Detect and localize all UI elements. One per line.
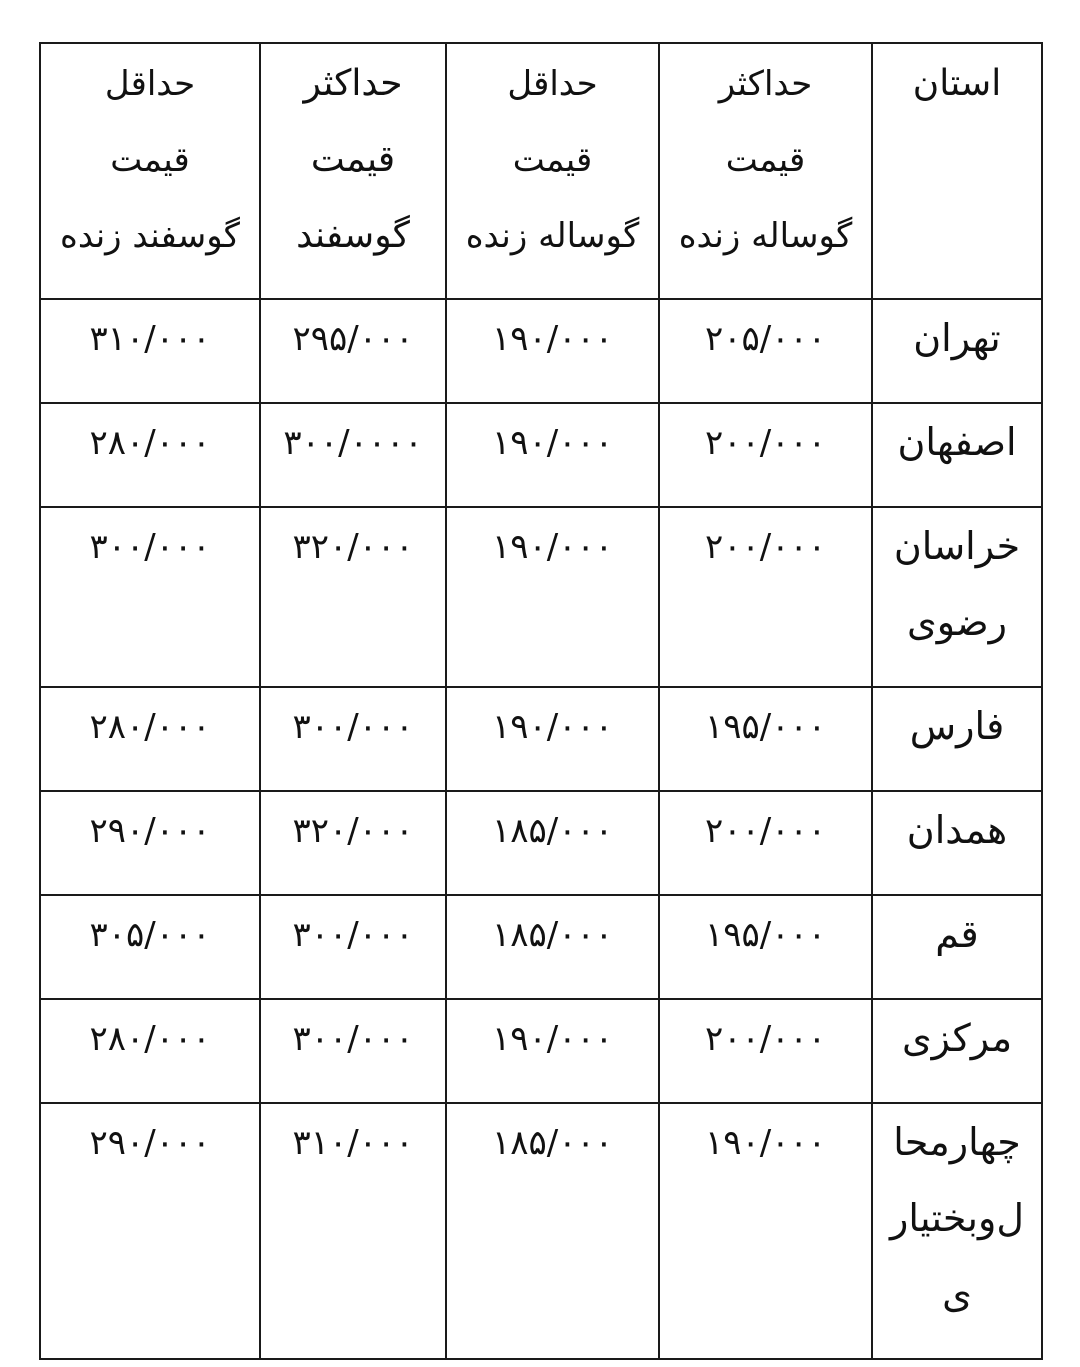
sheep-min-cell: ۳۰۰/۰۰۰ (40, 507, 260, 687)
calf-max-cell: ۲۰۰/۰۰۰ (659, 999, 872, 1103)
province-cell: تهران (872, 299, 1042, 403)
calf-min-cell: ۱۸۵/۰۰۰ (446, 895, 659, 999)
sheep-min-cell: ۲۸۰/۰۰۰ (40, 999, 260, 1103)
header-sheep-min-line1: حداقل (104, 64, 196, 104)
header-calf-min-line3: گوساله زنده (465, 216, 640, 256)
header-sheep-max (260, 43, 446, 299)
calf-min-cell: ۱۸۵/۰۰۰ (446, 1103, 659, 1359)
header-province (872, 43, 1042, 299)
header-calf-max-line1: حداکثر (718, 64, 813, 104)
header-row (40, 43, 1042, 299)
header-calf-min-line1: حداقل (507, 64, 598, 104)
table-row (40, 507, 1042, 687)
calf-max-cell: ۲۰۵/۰۰۰ (659, 299, 872, 403)
header-province-label: استان (912, 63, 1002, 104)
calf-min-cell: ۱۹۰/۰۰۰ (446, 507, 659, 687)
calf-max-cell: ۲۰۰/۰۰۰ (659, 791, 872, 895)
header-calf-min (446, 43, 659, 299)
province-cell: اصفهان (872, 403, 1042, 507)
header-calf-min-line2: قیمت (512, 140, 593, 180)
table-row (40, 1103, 1042, 1359)
table-row (40, 299, 1042, 403)
livestock-price-table (39, 42, 1043, 1360)
header-sheep-min (40, 43, 260, 299)
header-sheep-max-line3: گوسفند (296, 215, 410, 256)
sheep-min-cell: ۲۸۰/۰۰۰ (40, 403, 260, 507)
sheep-max-cell: ۳۰۰/۰۰۰ (260, 895, 446, 999)
calf-max-cell: ۲۰۰/۰۰۰ (659, 403, 872, 507)
table-row (40, 403, 1042, 507)
sheep-min-cell: ۲۸۰/۰۰۰ (40, 687, 260, 791)
table-row (40, 999, 1042, 1103)
calf-min-cell: ۱۸۵/۰۰۰ (446, 791, 659, 895)
sheep-max-cell: ۳۰۰/۰۰۰۰ (260, 403, 446, 507)
table-row (40, 895, 1042, 999)
header-sheep-max-line2: قیمت (310, 139, 396, 180)
calf-min-cell: ۱۹۰/۰۰۰ (446, 999, 659, 1103)
sheep-min-cell: ۳۱۰/۰۰۰ (40, 299, 260, 403)
province-cell: مرکزی (872, 999, 1042, 1103)
calf-min-cell: ۱۹۰/۰۰۰ (446, 299, 659, 403)
calf-max-cell: ۲۰۰/۰۰۰ (659, 507, 872, 687)
table-row (40, 687, 1042, 791)
province-cell: همدان (872, 791, 1042, 895)
header-sheep-max-line1: حداکثر (303, 63, 403, 104)
header-calf-max-line3: گوساله زنده (678, 216, 853, 256)
sheep-min-cell: ۳۰۵/۰۰۰ (40, 895, 260, 999)
calf-min-cell: ۱۹۰/۰۰۰ (446, 403, 659, 507)
province-cell: خراسان رضوی (872, 507, 1042, 687)
calf-max-cell: ۱۹۵/۰۰۰ (659, 895, 872, 999)
province-cell: قم (872, 895, 1042, 999)
province-cell: چهارمحال‌وبختیاری (872, 1103, 1042, 1359)
province-cell: فارس (872, 687, 1042, 791)
sheep-max-cell: ۲۹۵/۰۰۰ (260, 299, 446, 403)
sheep-max-cell: ۳۱۰/۰۰۰ (260, 1103, 446, 1359)
header-calf-max (659, 43, 872, 299)
sheep-min-cell: ۲۹۰/۰۰۰ (40, 791, 260, 895)
calf-min-cell: ۱۹۰/۰۰۰ (446, 687, 659, 791)
sheep-max-cell: ۳۲۰/۰۰۰ (260, 791, 446, 895)
header-sheep-min-line2: قیمت (110, 140, 190, 180)
sheep-max-cell: ۳۰۰/۰۰۰ (260, 999, 446, 1103)
sheep-min-cell: ۲۹۰/۰۰۰ (40, 1103, 260, 1359)
sheep-max-cell: ۳۰۰/۰۰۰ (260, 687, 446, 791)
header-calf-max-line2: قیمت (725, 140, 806, 180)
table-row (40, 791, 1042, 895)
sheep-max-cell: ۳۲۰/۰۰۰ (260, 507, 446, 687)
calf-max-cell: ۱۹۰/۰۰۰ (659, 1103, 872, 1359)
calf-max-cell: ۱۹۵/۰۰۰ (659, 687, 872, 791)
header-sheep-min-line3: گوسفند زنده (60, 216, 240, 256)
